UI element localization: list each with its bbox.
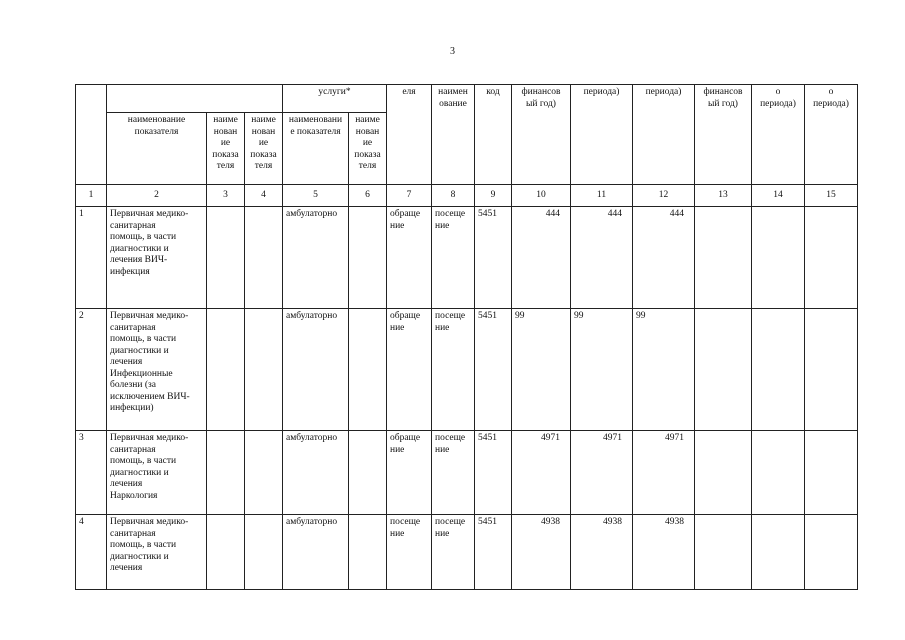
header-cell-col6: наиме нован ие показа теля (349, 113, 387, 185)
row-number: 1 (76, 207, 107, 309)
empty-cell (752, 207, 805, 309)
column-number: 15 (805, 185, 858, 207)
header-cell-col8: наимен ование (432, 85, 475, 185)
header-cell-col10: финансов ый год) (512, 85, 571, 185)
header-cell-blank (76, 85, 107, 185)
service-name: Первичная медико- санитарная помощь, в части диагностики и лечения (107, 515, 207, 590)
value-cell: 444 (512, 207, 571, 309)
condition-cell: амбулаторно (283, 515, 349, 590)
row-number: 4 (76, 515, 107, 590)
empty-cell (349, 309, 387, 431)
indicator-cell: обраще ние (387, 309, 432, 431)
empty-cell (805, 207, 858, 309)
empty-cell (805, 309, 858, 431)
empty-cell (207, 309, 245, 431)
table-row (76, 431, 858, 515)
code-cell: 5451 (475, 309, 512, 431)
value-cell: 99 (633, 309, 695, 431)
column-number: 5 (283, 185, 349, 207)
code-cell: 5451 (475, 207, 512, 309)
empty-cell (349, 207, 387, 309)
service-name: Первичная медико- санитарная помощь, в части диагностики и лечения Инфекционные болезни (за исключением ВИЧ- инфекции) (107, 309, 207, 431)
condition-cell: амбулаторно (283, 309, 349, 431)
header-cell-col7: еля (387, 85, 432, 185)
empty-cell (349, 515, 387, 590)
empty-cell (805, 515, 858, 590)
service-name: Первичная медико- санитарная помощь, в части диагностики и лечения Наркология (107, 431, 207, 515)
column-number: 8 (432, 185, 475, 207)
column-number-row (76, 185, 858, 207)
value-cell: 4971 (571, 431, 633, 515)
value-cell: 4938 (571, 515, 633, 590)
value-cell: 444 (571, 207, 633, 309)
header-cell-col3: наиме нован ие показа теля (207, 113, 245, 185)
value-cell: 4938 (512, 515, 571, 590)
empty-cell (207, 515, 245, 590)
column-number: 1 (76, 185, 107, 207)
column-number: 9 (475, 185, 512, 207)
empty-cell (207, 431, 245, 515)
empty-cell (245, 309, 283, 431)
column-number: 14 (752, 185, 805, 207)
column-number: 12 (633, 185, 695, 207)
indicator-cell: обраще ние (387, 431, 432, 515)
empty-cell (245, 207, 283, 309)
header-cell-col2: наименование показателя (107, 113, 207, 185)
header-top-row (76, 85, 858, 113)
column-number: 11 (571, 185, 633, 207)
condition-cell: амбулаторно (283, 207, 349, 309)
value-cell: 99 (512, 309, 571, 431)
data-table (75, 84, 858, 590)
column-number: 2 (107, 185, 207, 207)
value-cell: 444 (633, 207, 695, 309)
row-number: 3 (76, 431, 107, 515)
value-cell: 99 (571, 309, 633, 431)
empty-cell (349, 431, 387, 515)
row-number: 2 (76, 309, 107, 431)
unit-cell: посеще ние (432, 515, 475, 590)
indicator-cell: обраще ние (387, 207, 432, 309)
empty-cell (695, 431, 752, 515)
header-cell-col13: финансов ый год) (695, 85, 752, 185)
empty-cell (752, 309, 805, 431)
column-number: 3 (207, 185, 245, 207)
empty-cell (207, 207, 245, 309)
column-number: 4 (245, 185, 283, 207)
table-row (76, 309, 858, 431)
header-cell-col15: о периода) (805, 85, 858, 185)
header-cell-group-a (107, 85, 283, 113)
condition-cell: амбулаторно (283, 431, 349, 515)
header-cell-col4: наиме нован ие показа теля (245, 113, 283, 185)
header-cell-col5: наименовани е показателя (283, 113, 349, 185)
unit-cell: посеще ние (432, 309, 475, 431)
empty-cell (695, 515, 752, 590)
empty-cell (245, 431, 283, 515)
empty-cell (245, 515, 283, 590)
service-name: Первичная медико- санитарная помощь, в части диагностики и лечения ВИЧ- инфекция (107, 207, 207, 309)
code-cell: 5451 (475, 431, 512, 515)
header-cell-col14: о периода) (752, 85, 805, 185)
value-cell: 4971 (512, 431, 571, 515)
empty-cell (695, 309, 752, 431)
value-cell: 4938 (633, 515, 695, 590)
header-cell-col11: периода) (571, 85, 633, 185)
empty-cell (805, 431, 858, 515)
column-number: 10 (512, 185, 571, 207)
page-number: 3 (450, 46, 455, 57)
value-cell: 4971 (633, 431, 695, 515)
empty-cell (752, 515, 805, 590)
table-row (76, 515, 858, 590)
column-number: 7 (387, 185, 432, 207)
header-cell-col9: код (475, 85, 512, 185)
unit-cell: посеще ние (432, 431, 475, 515)
column-number: 6 (349, 185, 387, 207)
code-cell: 5451 (475, 515, 512, 590)
header-cell-services: услуги* (283, 85, 387, 113)
header-cell-col12: периода) (633, 85, 695, 185)
table-row (76, 207, 858, 309)
column-number: 13 (695, 185, 752, 207)
empty-cell (752, 431, 805, 515)
unit-cell: посеще ние (432, 207, 475, 309)
empty-cell (695, 207, 752, 309)
indicator-cell: посеще ние (387, 515, 432, 590)
